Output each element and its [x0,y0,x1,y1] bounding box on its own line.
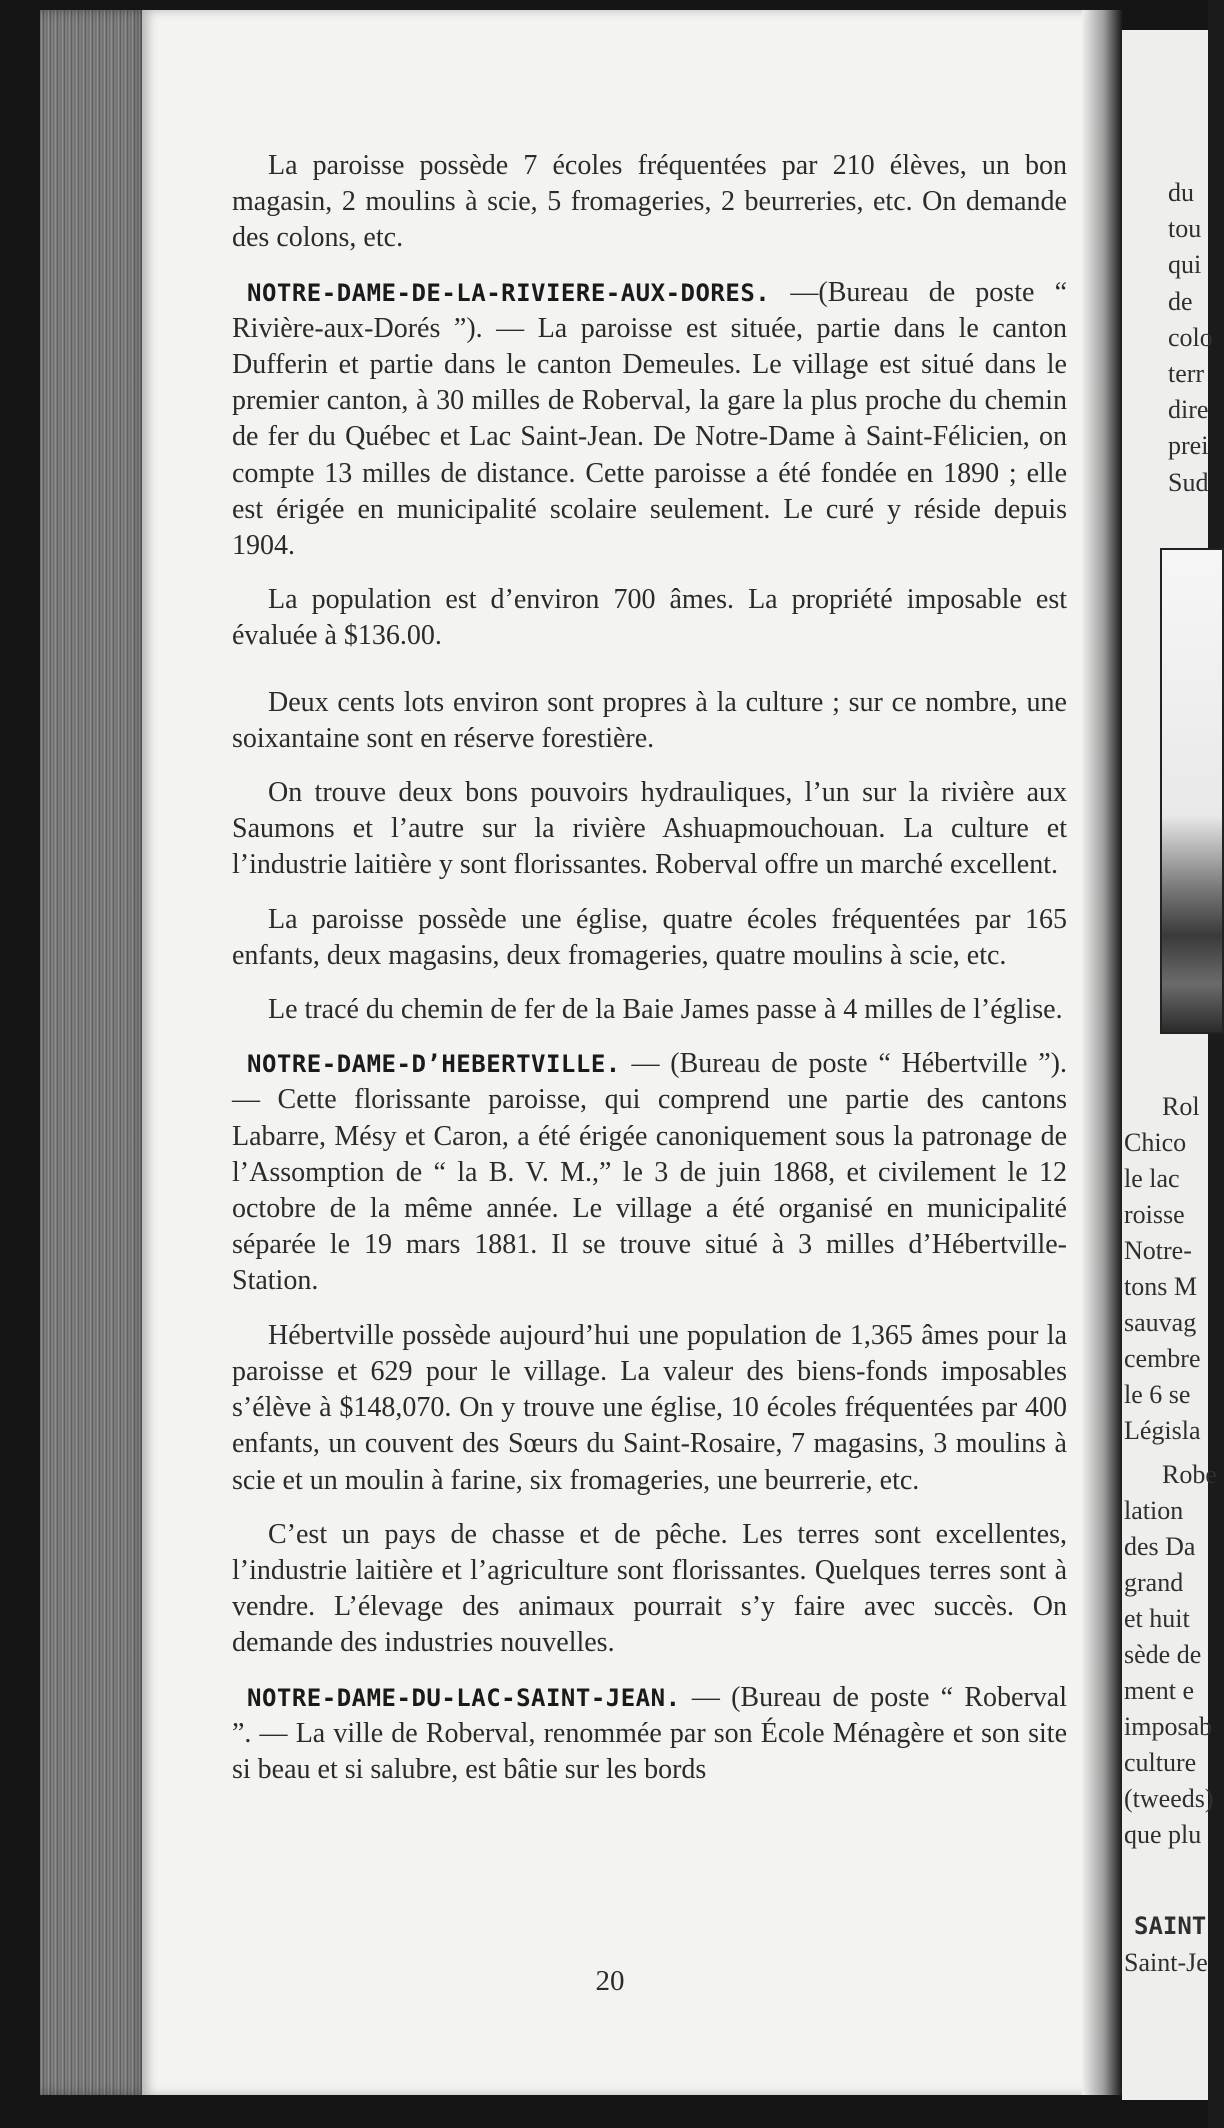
right-page-heading-fragment: SAINT [1134,1912,1207,1940]
entry-notre-dame-lac-saint-jean [232,1680,1067,1789]
left-page-text [232,148,1067,1806]
entry-heading: NOTRE-DAME-DE-LA-RIVIERE-AUX-DORES. [247,278,771,307]
right-page-line: Notre- [1124,1236,1192,1265]
right-page-line: (tweeds) [1124,1784,1214,1813]
paragraph-9 [232,1318,1067,1499]
paragraph-text: La paroisse possède 7 écoles fréquentées par 210 élèves, un bon magasin, 2 moulins à scie, 5 fromageries, 2 beurreries, etc. On demande des colons, etc. [232,150,1067,254]
right-page-line: cembre [1124,1344,1201,1373]
paragraph-text: C’est un pays de chasse et de pêche. Les terres sont excellentes, l’industrie laitière et l’agriculture sont florissantes. Quelques terres sont à vendre. L’élevage des animaux pourrait s’y faire avec succès. On demande des industries nouvelles. [232,1518,1067,1659]
right-page-line: terr [1168,359,1205,388]
photograph [1160,548,1224,1034]
paragraph-6 [232,902,1067,974]
page-number: 20 [595,1965,625,1997]
right-page-line: Sud [1168,467,1209,497]
paragraph-text: Hébertville possède aujourd’hui une population de 1,365 âmes pour la paroisse et 629 pour le village. La valeur des biens-fonds imposables s’élève à $148,070. On y trouve une église, 10 écoles fréquentées par 400 enfants, un couvent des Sœurs du Saint-Rosaire, 7 magasins, 3 moulins à scie et un moulin à farine, six fromageries, une beurrerie, etc. [232,1319,1067,1496]
right-page-fragment [1122,30,1217,2100]
paragraph-1 [232,148,1067,257]
right-page-line: grand [1124,1568,1184,1597]
paragraph-text: Deux cents lots environ sont propres à la culture ; sur ce nombre, une soixantaine sont en réserve forestière. [232,686,1067,754]
right-page-line: de [1168,286,1193,316]
right-page-last-line: Saint-Je [1124,1948,1208,1977]
paragraph-text: La population est d’environ 700 âmes. La propriété imposable est évaluée à $136.00. [232,584,1067,652]
right-page-line: des Da [1124,1532,1196,1561]
right-page-line: Chico [1124,1128,1187,1157]
right-page-line: colo [1168,322,1213,352]
right-page-line: sède de [1124,1640,1202,1669]
right-page-line: qui [1168,250,1202,280]
right-page-line: du [1168,178,1194,207]
paragraph-10 [232,1517,1067,1662]
paragraph-text: — (Bureau de poste “ Roberval ”. — La ville de Roberval, renommée par son École Ménagère et son site si beau et si salubre, est bâtie sur les bords [232,1681,1067,1785]
right-page-line: tons M [1124,1272,1197,1301]
paragraph-3 [232,582,1067,654]
paragraph-text: La paroisse possède une église, quatre écoles fréquentées par 165 enfants, deux magasins, deux fromageries, quatre moulins à scie, etc. [232,903,1067,971]
right-page-line: ment e [1124,1676,1195,1705]
right-page-line: que plu [1124,1820,1202,1849]
entry-notre-dame-hebertville [232,1046,1067,1299]
entry-notre-dame-riviere-aux-dores [232,275,1067,565]
page-edges [40,10,150,2095]
right-page-line: dire [1168,395,1209,425]
paragraph-5 [232,775,1067,884]
right-page-line: sauvag [1124,1308,1197,1337]
paragraph-4 [232,685,1067,757]
right-page-line: tou [1168,214,1202,244]
paragraph-text: On trouve deux bons pouvoirs hydrauliques, l’un sur la rivière aux Saumons et l’autre sur la rivière Ashuapmouchouan. La culture et l’industrie laitière y sont florissantes. Roberval offre un marché excellent. [232,777,1067,881]
right-page-line: le lac [1124,1164,1180,1193]
right-page-line: lation [1124,1496,1184,1525]
right-page-line: roisse [1124,1200,1185,1229]
right-page-line: Robe [1162,1460,1217,1489]
paragraph-text: — (Bureau de poste “ Hébertville ”). — Cette florissante paroisse, qui comprend une partie des cantons Labarre, Mésy et Caron, a été érigée canoniquement sous la patronage de l’Assomption de “ la B. V. M.,” le 3 de juin 1868, et civilement le 12 octobre de la même année. Le village a été organisé en municipalité séparée le 19 mars 1881. Il se trouve situé à 3 milles d’Hébertville-Station. [232,1048,1067,1297]
right-page-line: et huit [1124,1604,1190,1633]
right-page-line: le 6 se [1124,1380,1191,1409]
book-gutter [1082,10,1122,2095]
paragraph-text: Le tracé du chemin de fer de la Baie James passe à 4 milles de l’église. [268,994,1063,1026]
right-page-line: culture [1124,1748,1197,1777]
right-page-line: Législa [1124,1416,1201,1445]
right-page-line: prei [1168,431,1209,461]
entry-heading: NOTRE-DAME-D’HEBERTVILLE. [247,1050,621,1079]
right-page-line: imposab [1124,1712,1213,1741]
right-page-line: Rol [1162,1092,1200,1121]
entry-heading: NOTRE-DAME-DU-LAC-SAINT-JEAN. [247,1683,681,1712]
paragraph-text: —(Bureau de poste “ Rivière-aux-Dorés ”). — La paroisse est située, partie dans le canton Dufferin et partie dans le canton Demeules. Le village est situé dans le premier canton, à 30 milles de Roberval, la gare la plus proche du chemin de fer du Québec et Lac Saint-Jean. De Notre-Dame à Saint-Félicien, on compte 13 milles de distance. Cette paroisse a été fondée en 1890 ; elle est érigée en municipalité scolaire seulement. Le curé y réside depuis 1904. [232,276,1067,562]
paragraph-7 [232,992,1067,1028]
